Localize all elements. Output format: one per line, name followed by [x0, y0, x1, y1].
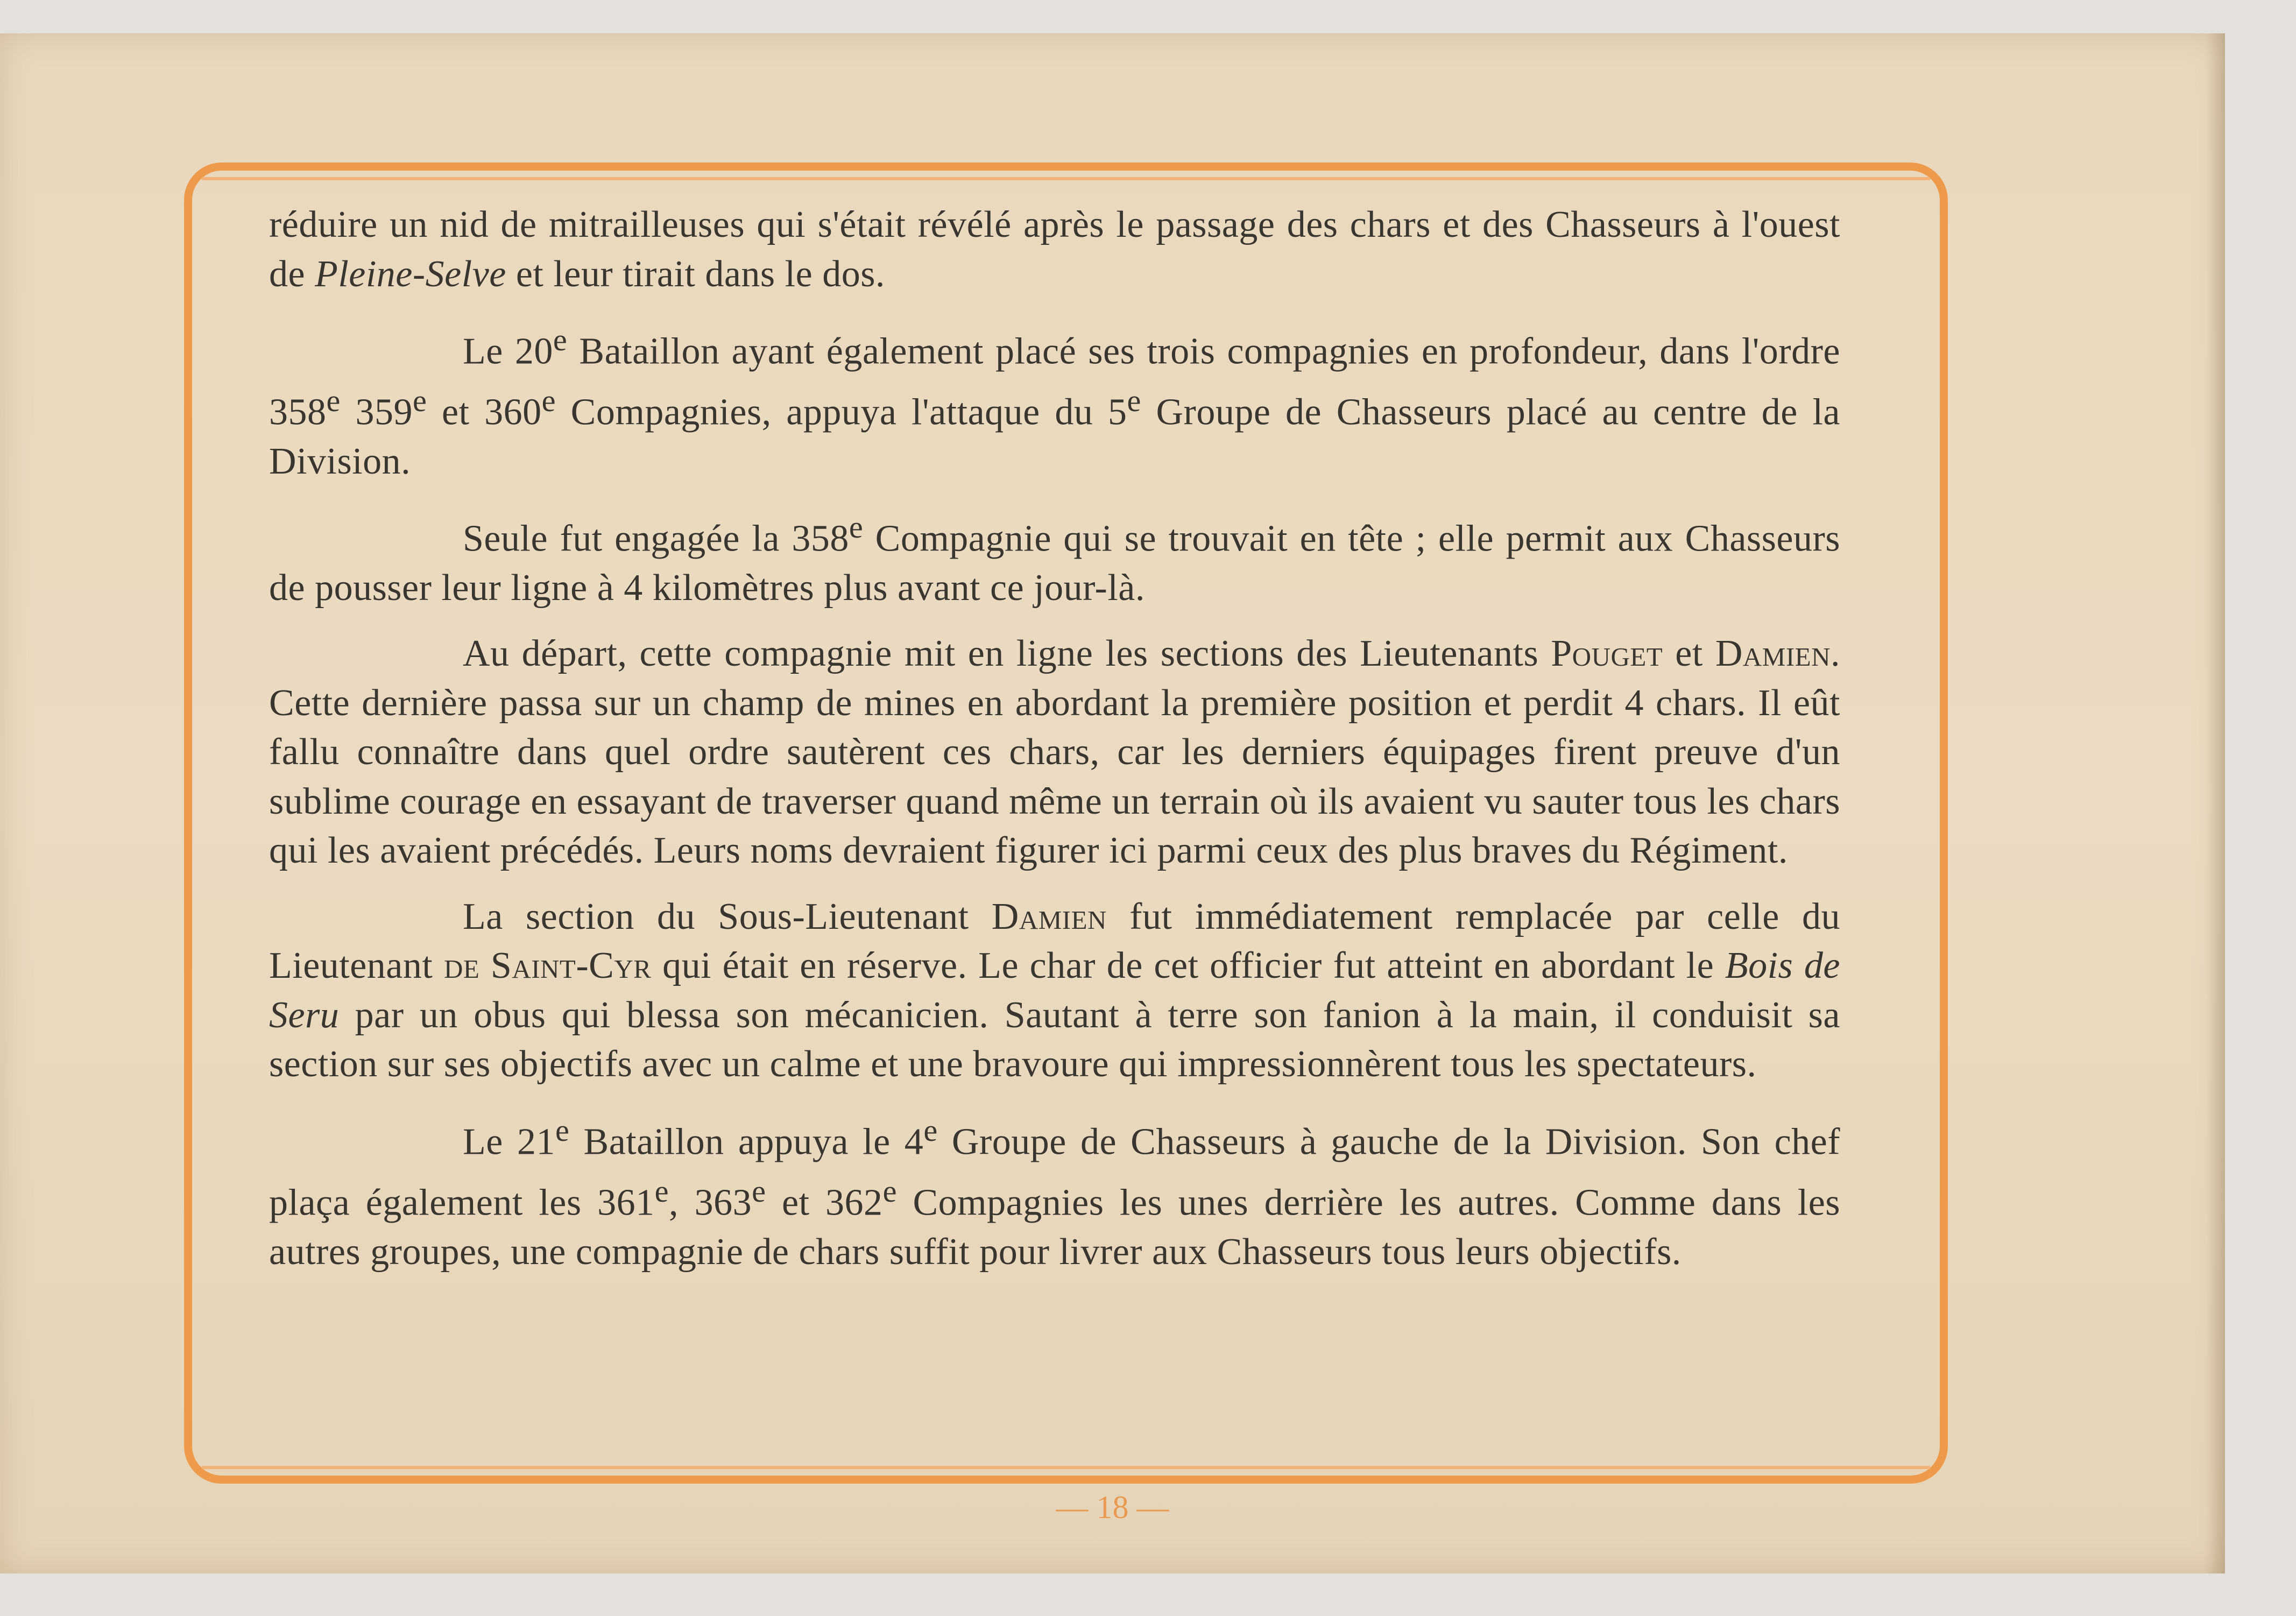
page-number: — 18 — — [1056, 1490, 1169, 1525]
paragraph-4: Au départ, cette compagnie mit en ligne les sections des Lieutenants Pouget et Damien. Cette dernière passa sur un champ de mines en abordant la première position et perdit 4 chars. Il eût fallu connaître dans quel ordre sautèrent ces chars, car les derniers équipages firent preuve d'un sublime courage en essayant de traverser quand même un terrain où ils avaient vu sauter tous les chars qui les avaient précédés. Leurs noms devraient figurer ici parmi ceux des plus braves du Régiment. — [269, 633, 1840, 872]
person-name: de Saint-Cyr — [443, 945, 652, 987]
paragraph-2: Le 20e Bataillon ayant également placé ses trois compagnies en profondeur, dans l'ordre 358e 359e et 360e Compagnies, appuya l'attaque du 5e Groupe de Chasseurs placé au centre de la Division. — [269, 322, 1840, 482]
paragraph-1: réduire un nid de mitrailleuses qui s'était révélé après le passage des chars et des Chasseurs à l'ouest de Pleine-Selve et leur tirait dans le dos. — [269, 204, 1840, 295]
paragraph-5: La section du Sous-Lieutenant Damien fut immédiatement remplacée par celle du Lieutenant de Saint-Cyr qui était en réserve. Le char de cet officier fut atteint en abordant le Bois de Seru par un obus qui blessa son mécanicien. Sautant à terre son fanion à la main, il conduisit sa section sur ses objectifs avec un calme et une bravoure qui impressionnèrent tous les spectateurs. — [269, 895, 1840, 1085]
place-name: Bois de Seru — [269, 945, 1840, 1036]
book-page — [0, 33, 2225, 1573]
person-name: Pouget — [1551, 633, 1663, 675]
paragraph-3: Seule fut engagée la 358e Compagnie qui se trouvait en tête ; elle permit aux Chasseurs de pousser leur ligne à 4 kilomètres plus avant ce jour-là. — [269, 510, 1840, 609]
person-name: Damien — [1715, 633, 1831, 675]
place-name: Pleine-Selve — [315, 253, 506, 295]
page-body-text — [269, 200, 1840, 1293]
paragraph-6: Le 21e Bataillon appuya le 4e Groupe de Chasseurs à gauche de la Division. Son chef plaça également les 361e, 363e et 362e Compagnies les unes derrière les autres. Comme dans les autres groupes, une compagnie de chars suffit pour livrer aux Chasseurs tous leurs objectifs. — [269, 1112, 1841, 1273]
person-name: Damien — [991, 895, 1107, 937]
